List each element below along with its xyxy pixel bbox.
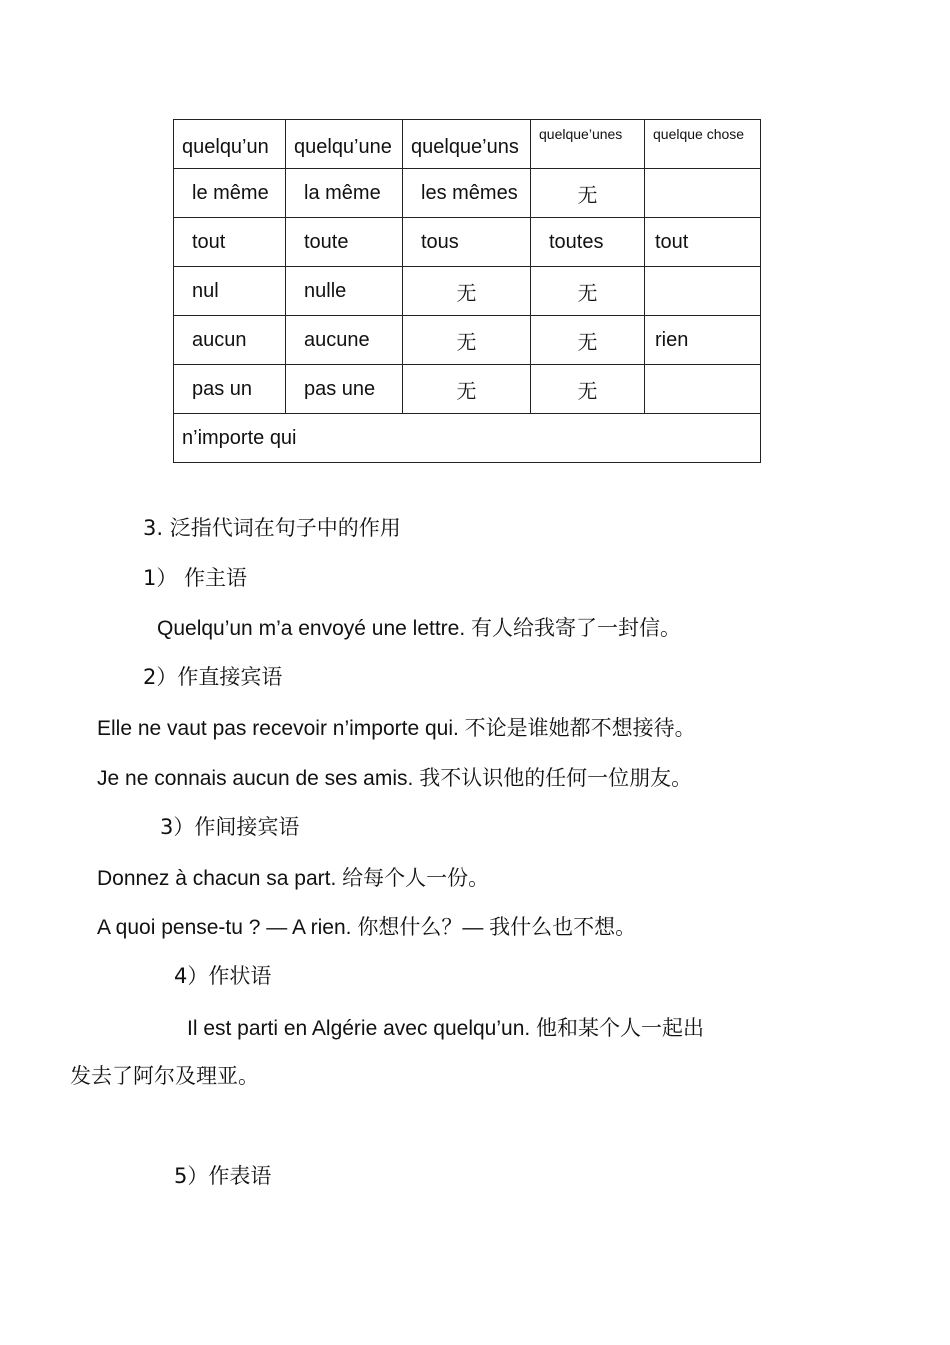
table-cell: nul	[174, 267, 286, 316]
table-cell: quelque chose	[645, 120, 761, 169]
table-cell: tout	[645, 218, 761, 267]
pronoun-table	[173, 119, 761, 463]
example-sentence: Donnez à chacun sa part. 给每个人一份。	[97, 867, 490, 890]
table-cell: la même	[286, 169, 403, 218]
table-row	[174, 267, 761, 316]
table-footer-cell: n’importe qui	[174, 414, 761, 463]
table-cell: quelque’unes	[531, 120, 645, 169]
table-cell: toutes	[531, 218, 645, 267]
item-heading-adverbial: 4）作状语	[174, 964, 272, 988]
table-row	[174, 365, 761, 414]
table-cell: aucune	[286, 316, 403, 365]
table-cell: le même	[174, 169, 286, 218]
table-cell: 无	[531, 316, 645, 365]
table-cell: aucun	[174, 316, 286, 365]
table-cell: quelqu’une	[286, 120, 403, 169]
table-cell: 无	[403, 365, 531, 414]
table-cell: 无	[531, 365, 645, 414]
example-sentence: A quoi pense-tu ? — A rien. 你想什么？— 我什么也不想。	[97, 916, 637, 939]
table-cell: tout	[174, 218, 286, 267]
section-heading: 3. 泛指代词在句子中的作用	[143, 516, 401, 540]
example-sentence-continuation: 发去了阿尔及理亚。	[70, 1064, 259, 1088]
table-cell: 无	[531, 267, 645, 316]
item-heading-subject: 1） 作主语	[143, 566, 248, 590]
example-sentence: Il est parti en Algérie avec quelqu’un. 他和某个人一起出	[187, 1017, 705, 1040]
table-row	[174, 120, 761, 169]
table-cell: pas une	[286, 365, 403, 414]
table-cell: 无	[531, 169, 645, 218]
table-cell: 无	[403, 267, 531, 316]
item-heading-indirect-object: 3）作间接宾语	[160, 815, 300, 839]
example-sentence: Quelqu’un m’a envoyé une lettre. 有人给我寄了一封信。	[157, 617, 682, 640]
table-cell: les mêmes	[403, 169, 531, 218]
table-cell: toute	[286, 218, 403, 267]
table-cell: nulle	[286, 267, 403, 316]
table-cell: 无	[403, 316, 531, 365]
example-sentence: Elle ne vaut pas recevoir n’importe qui. 不论是谁她都不想接待。	[97, 717, 696, 740]
table-cell	[645, 169, 761, 218]
example-sentence: Je ne connais aucun de ses amis. 我不认识他的任何一位朋友。	[97, 767, 693, 790]
table-cell: quelqu’un	[174, 120, 286, 169]
table-cell: tous	[403, 218, 531, 267]
table-cell: rien	[645, 316, 761, 365]
table-cell: pas un	[174, 365, 286, 414]
table-row	[174, 169, 761, 218]
table-cell: quelque’uns	[403, 120, 531, 169]
table-row	[174, 218, 761, 267]
table-cell	[645, 267, 761, 316]
table-row	[174, 316, 761, 365]
item-heading-predicative: 5）作表语	[174, 1164, 272, 1188]
item-heading-direct-object: 2）作直接宾语	[143, 665, 283, 689]
table-row	[174, 414, 761, 463]
table-cell	[645, 365, 761, 414]
